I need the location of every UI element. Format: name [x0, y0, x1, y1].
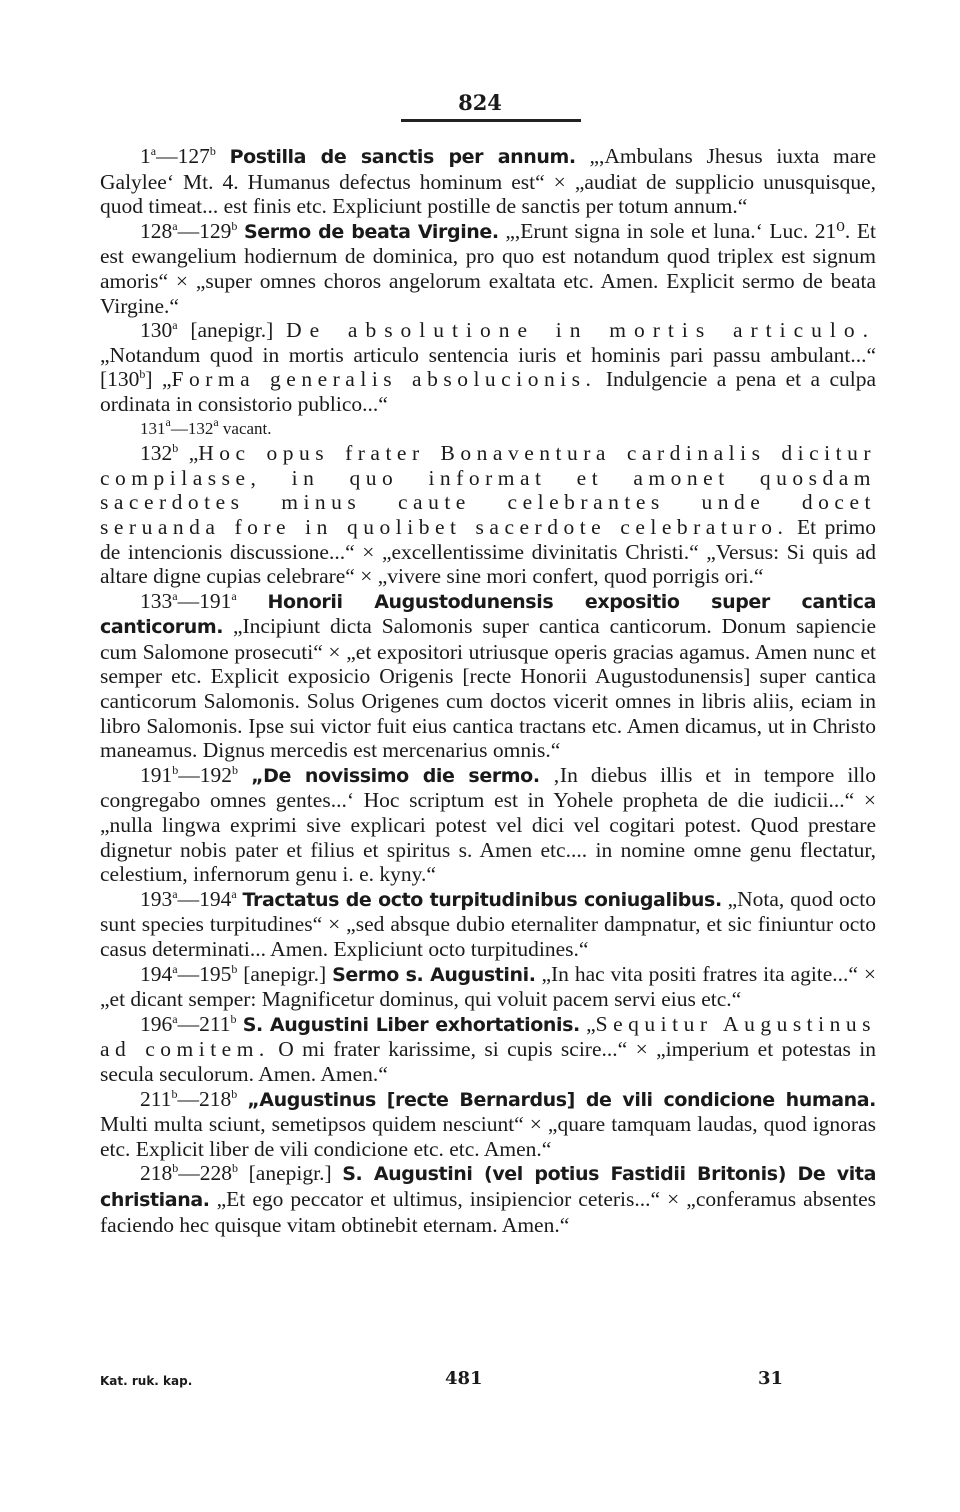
entry-title: S. Augustini (vel potius Fastidii Britonis) De vita christiana. — [100, 1163, 876, 1211]
catalog-body — [100, 144, 876, 1237]
folio: 191$^b$—192$^b$ — [140, 762, 238, 787]
entry-3 — [100, 318, 876, 416]
entry-text: ‚In diebus illis et in tempore illo congregabo omnes gentes...‘ Hoc scriptum est in Yohele propheta de die iudicii...“ × „nulla lingwa exprimi sive explicari potest vel dici vel cogitari potest. Quod prestare dignetur nobis pater et filius et spiritus s. Amen etc.... in nomine omne genu flectatur, celestium, infernorum genu i. e. kyny.“ — [100, 762, 877, 887]
folio: 218$^b$—228$^b$ — [140, 1161, 238, 1186]
entry-text: „,Erunt signa in sole et luna.‘ Luc. 21⁰. Et est ewangelium hodiernum de dominica, pro quo est notandum quod triplex est signum amoris“ × „super omnes choros angelorum exaltata etc. Amen. Explicit sermo de beata Virgine.“ — [100, 218, 876, 318]
page-number: 824 — [458, 90, 502, 115]
entry-prefix: [anepigr.] — [237, 961, 333, 986]
folio: 128$^a$—129$^b$ — [140, 218, 238, 243]
entry-title: Sermo s. Augustini. — [332, 963, 536, 986]
entry-text: Multi multa sciunt, semetipsos quidem nesciunt“ × „quare tamquam laudas, quod ignoras etc. Explicit liber de vili condicione etc. etc. Amen.“ — [100, 1112, 876, 1161]
folio: 133$^a$—191$^a$ — [140, 588, 237, 613]
entry-text: „,Ambulans Jhesus iuxta mare Galylee‘ Mt. 4. Humanus defectus hominum est“ × „audiat de supplicio unusquisque, quod timeat... est finis etc. Expliciunt postille de sanctis per totum annum.“ — [100, 144, 877, 219]
entry-text: „In hac vita positi fratres ita agite...“ × „et dicant semper: Magnificetur dominus, qui voluit pacem servi eius etc.“ — [100, 961, 876, 1012]
spaced-title: De absolutione in mortis articulo. — [286, 318, 877, 343]
entry-text: „Notandum quod in mortis articulo sentencia iuris et hominis pari passu ambulant...“ [130 — [100, 342, 876, 392]
entry-4 — [100, 414, 876, 442]
entry-title: „Augustinus [recte Bernardus] de vili condicione humana. — [247, 1088, 877, 1111]
entry-text: „ — [178, 441, 199, 466]
entry-9 — [100, 962, 876, 1012]
folio: 132$^b$ — [140, 441, 179, 466]
header-rule — [401, 119, 581, 122]
entry-5 — [100, 441, 876, 589]
folio: 130$^a$ — [140, 318, 178, 343]
entry-title: Sermo de beata Virgine. — [243, 220, 499, 243]
spaced-title: Hoc opus frater Bonaventura cardinalis dicitur compilasse, in quo informat et amonet quosdam sacerdotes minus caute celebrantes unde docet seruanda fore in quolibet sacerdote celebraturo. — [100, 441, 876, 539]
folio: 194$^a$—195$^b$ — [140, 961, 238, 986]
folio-sup: b — [139, 367, 146, 382]
entry-title: „De novissimo die sermo. — [251, 764, 540, 787]
entry-8 — [100, 887, 876, 962]
folio: 1$^a$—127$^b$ — [140, 144, 216, 168]
footer-number-right: 31 — [758, 1368, 784, 1389]
folio: 193$^a$—194$^a$ — [140, 886, 237, 911]
entry-text-2: ] „ — [145, 367, 172, 392]
entry-text: „ — [579, 1011, 596, 1036]
entry-text-3: Indulgencie a pena et a culpa ordinata in consistorio publico...“ — [100, 367, 877, 416]
entry-text-2: Et primo de intencionis discussione...“ × „excellentissime divinitatis Christi.“ „Versus: Si quis ad altare digne cupias celebrare“ × „vivere sine mori confert, quod porrigis ori.“ — [100, 514, 877, 589]
entry-text: „Incipiunt dicta Salomonis super cantica canticorum. Donum sapiencie cum Salomone prosecuti“ × „et expositori utriusque operis gracias agamus. Amen nunc et semper etc. Explicit exposicio Origenis [recte Honorii Augustodunensis] super cantica canticorum Salomonis. Solus Origenes cum doctos vicerit omnes in libris aliis, eciam in libro Salomonis. Ipse sui victor fuit eius cantica tractans etc. Amen dicamus, ut in Christo maneamus. Dignus mercedis est mercenarius omnis.“ — [100, 614, 876, 763]
entry-10 — [100, 1012, 876, 1087]
entry-title: Tractatus de octo turpitudinibus coniugalibus. — [242, 888, 722, 911]
folio: 196$^a$—211$^b$ — [140, 1011, 237, 1036]
footer-number-center: 481 — [445, 1368, 483, 1389]
entry-title: S. Augustini Liber exhortationis. — [242, 1013, 580, 1036]
spaced-title: Sequitur Augustinus ad comitem. — [100, 1011, 876, 1062]
entry-7 — [100, 763, 876, 887]
entry-11 — [100, 1087, 876, 1162]
entry-prefix: [anepigr.] — [177, 318, 287, 343]
entry-title: Honorii Augustodunensis expositio super cantica canticorum. — [100, 590, 877, 639]
page-footer — [100, 1368, 876, 1398]
entry-2 — [100, 219, 876, 318]
spaced-title-2: Forma generalis absolucionis. — [171, 367, 597, 392]
folio: 131$^a$—132$^a$ — [140, 414, 219, 438]
footer-catalog-abbrev: Kat. ruk. kap. — [100, 1374, 193, 1388]
entry-text-2: O mi frater karissime, si cupis scire...“ × „imperium et potestas in secula seculorum. Amen. Amen.“ — [100, 1037, 876, 1086]
entry-title: Postilla de sanctis per annum. — [229, 146, 576, 168]
entry-6 — [100, 589, 876, 763]
entry-text: „Et ego peccator et ultimus, insipiencior ceteris...“ × „conferamus absentes faciendo hec quisque vitam obtinebit eternam. Amen.“ — [100, 1186, 876, 1237]
entry-12 — [100, 1161, 876, 1237]
folio: 211$^b$—218$^b$ — [140, 1086, 238, 1111]
entry-text: „Nota, quod octo sunt species turpitudines“ × „sed absque dubio eternaliter dampnatur, et sic finiuntur octo casus determinati... Amen. Expliciunt octo turpitudines.“ — [100, 886, 876, 961]
entry-text: vacant. — [218, 418, 272, 438]
entry-1 — [100, 144, 876, 219]
entry-prefix: [anepigr.] — [238, 1161, 343, 1186]
